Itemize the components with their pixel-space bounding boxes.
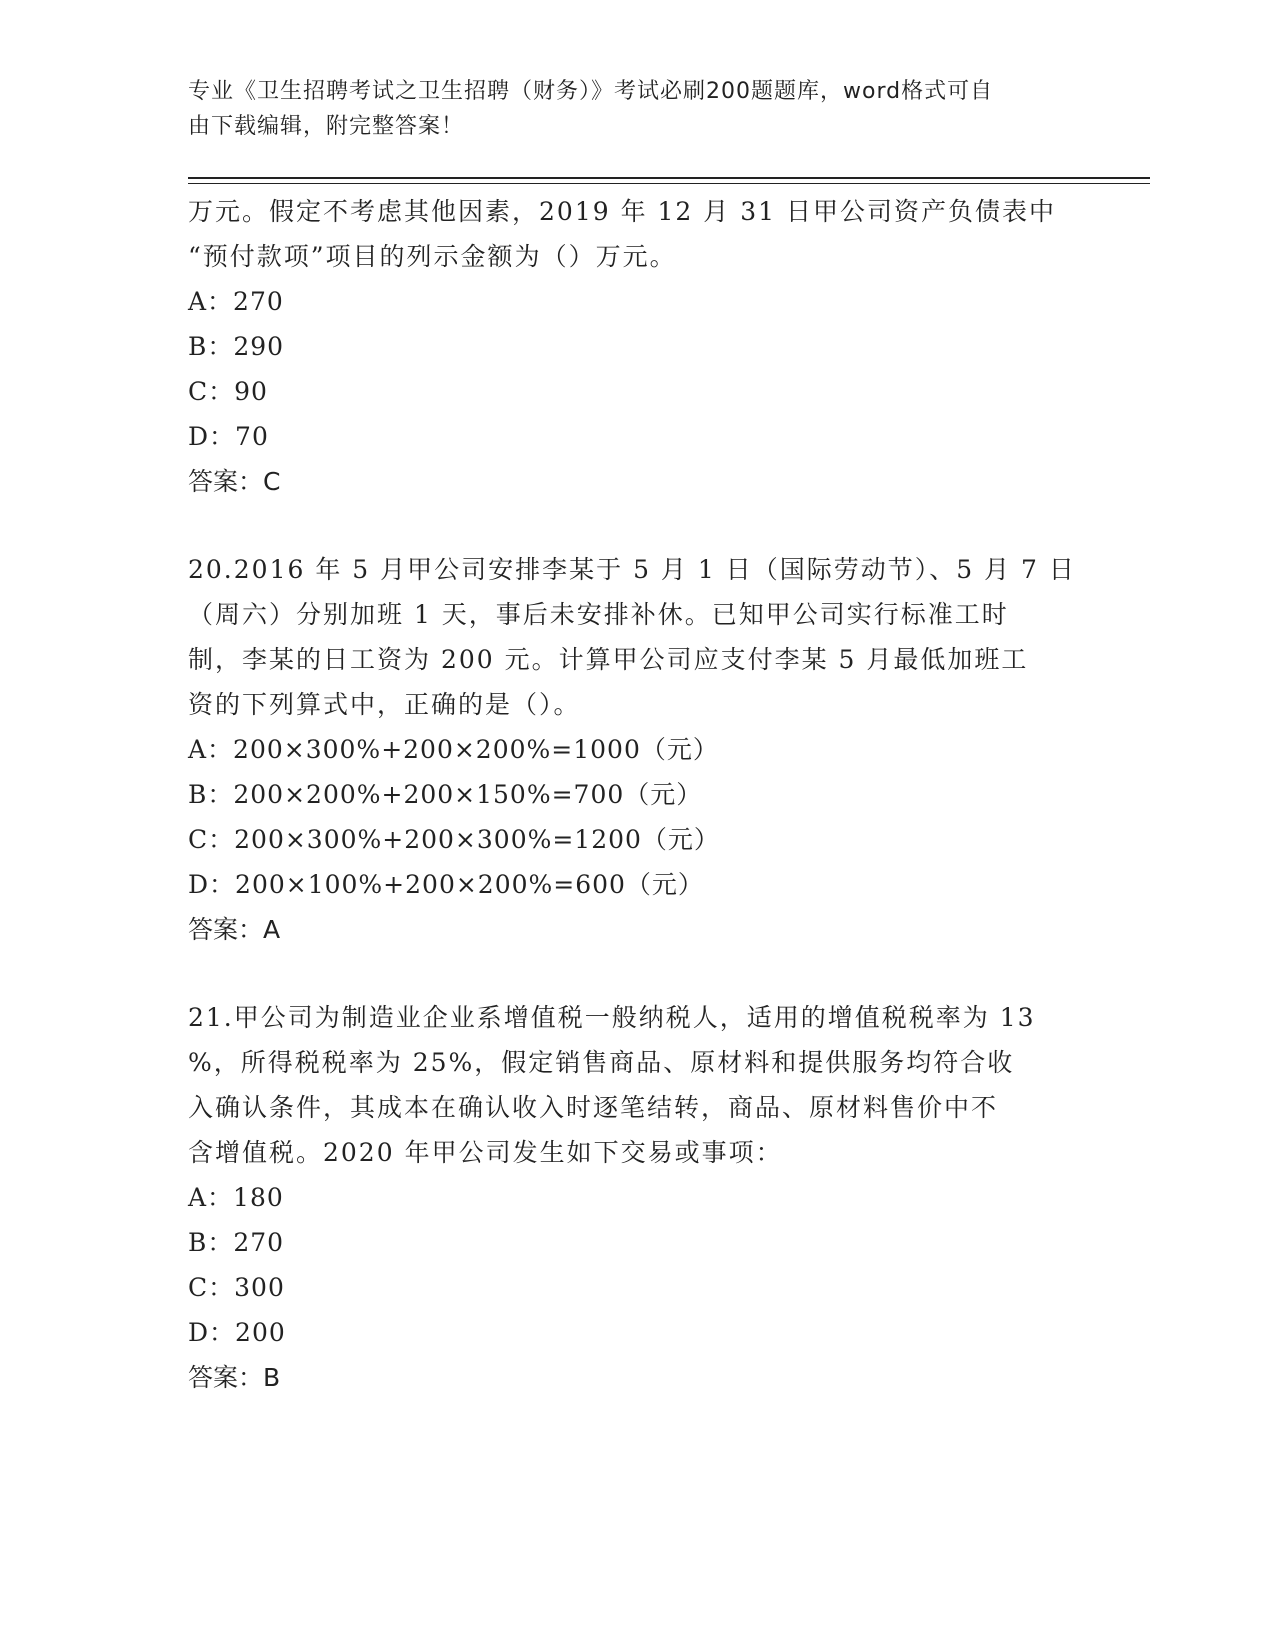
question-text-line: 20.2016 年 5 月甲公司安排李某于 5 月 1 日（国际劳动节）、5 月 7 日 (188, 555, 1076, 584)
header-divider-thin (188, 183, 1150, 184)
spacer (188, 504, 1088, 547)
option-d: D：200×100%+200×200%=600（元） (188, 870, 704, 899)
question-21 (188, 995, 1088, 1400)
option-b: B：200×200%+200×150%=700（元） (188, 780, 703, 809)
option-c: C：200×300%+200×300%=1200（元） (188, 825, 720, 854)
question-text-line: %，所得税税率为 25%，假定销售商品、原材料和提供服务均符合收 (188, 1048, 1015, 1077)
question-text-line: 入确认条件，其成本在确认收入时逐笔结转，商品、原材料售价中不 (188, 1093, 999, 1122)
header-line-1: 专业《卫生招聘考试之卫生招聘（财务）》考试必刷200题题库，word格式可自 (188, 79, 994, 104)
question-text-line: 制，李某的日工资为 200 元。计算甲公司应支付李某 5 月最低加班工 (188, 645, 1029, 674)
answer-line: 答案：C (188, 467, 281, 496)
spacer (188, 952, 1088, 995)
document-header (188, 74, 1068, 144)
question-text-line: 资的下列算式中，正确的是（）。 (188, 690, 581, 719)
option-b: B：270 (188, 1228, 285, 1257)
option-c: C：300 (188, 1273, 285, 1302)
answer-line: 答案：A (188, 915, 281, 944)
option-c: C：90 (188, 377, 268, 406)
option-d: D：200 (188, 1318, 286, 1347)
option-a: A：180 (188, 1183, 284, 1212)
answer-line: 答案：B (188, 1363, 281, 1392)
question-text-line: 含增值税。2020 年甲公司发生如下交易或事项： (188, 1138, 783, 1167)
question-text-line: 万元。假定不考虑其他因素，2019 年 12 月 31 日甲公司资产负债表中 (188, 197, 1056, 226)
option-d: D：70 (188, 422, 269, 451)
question-19 (188, 189, 1088, 504)
question-text-line: （周六）分别加班 1 天，事后未安排补休。已知甲公司实行标准工时 (188, 600, 1009, 629)
question-text-line: 21.甲公司为制造业企业系增值税一般纳税人，适用的增值税税率为 13 (188, 1003, 1036, 1032)
option-a: A：270 (188, 287, 284, 316)
header-divider-thick (188, 177, 1150, 179)
document-body (188, 189, 1088, 1400)
question-text-line: “预付款项”项目的列示金额为（）万元。 (188, 242, 677, 271)
option-a: A：200×300%+200×200%=1000（元） (188, 735, 719, 764)
question-20 (188, 547, 1088, 952)
header-line-2: 由下载编辑，附完整答案！ (188, 114, 465, 139)
option-b: B：290 (188, 332, 285, 361)
